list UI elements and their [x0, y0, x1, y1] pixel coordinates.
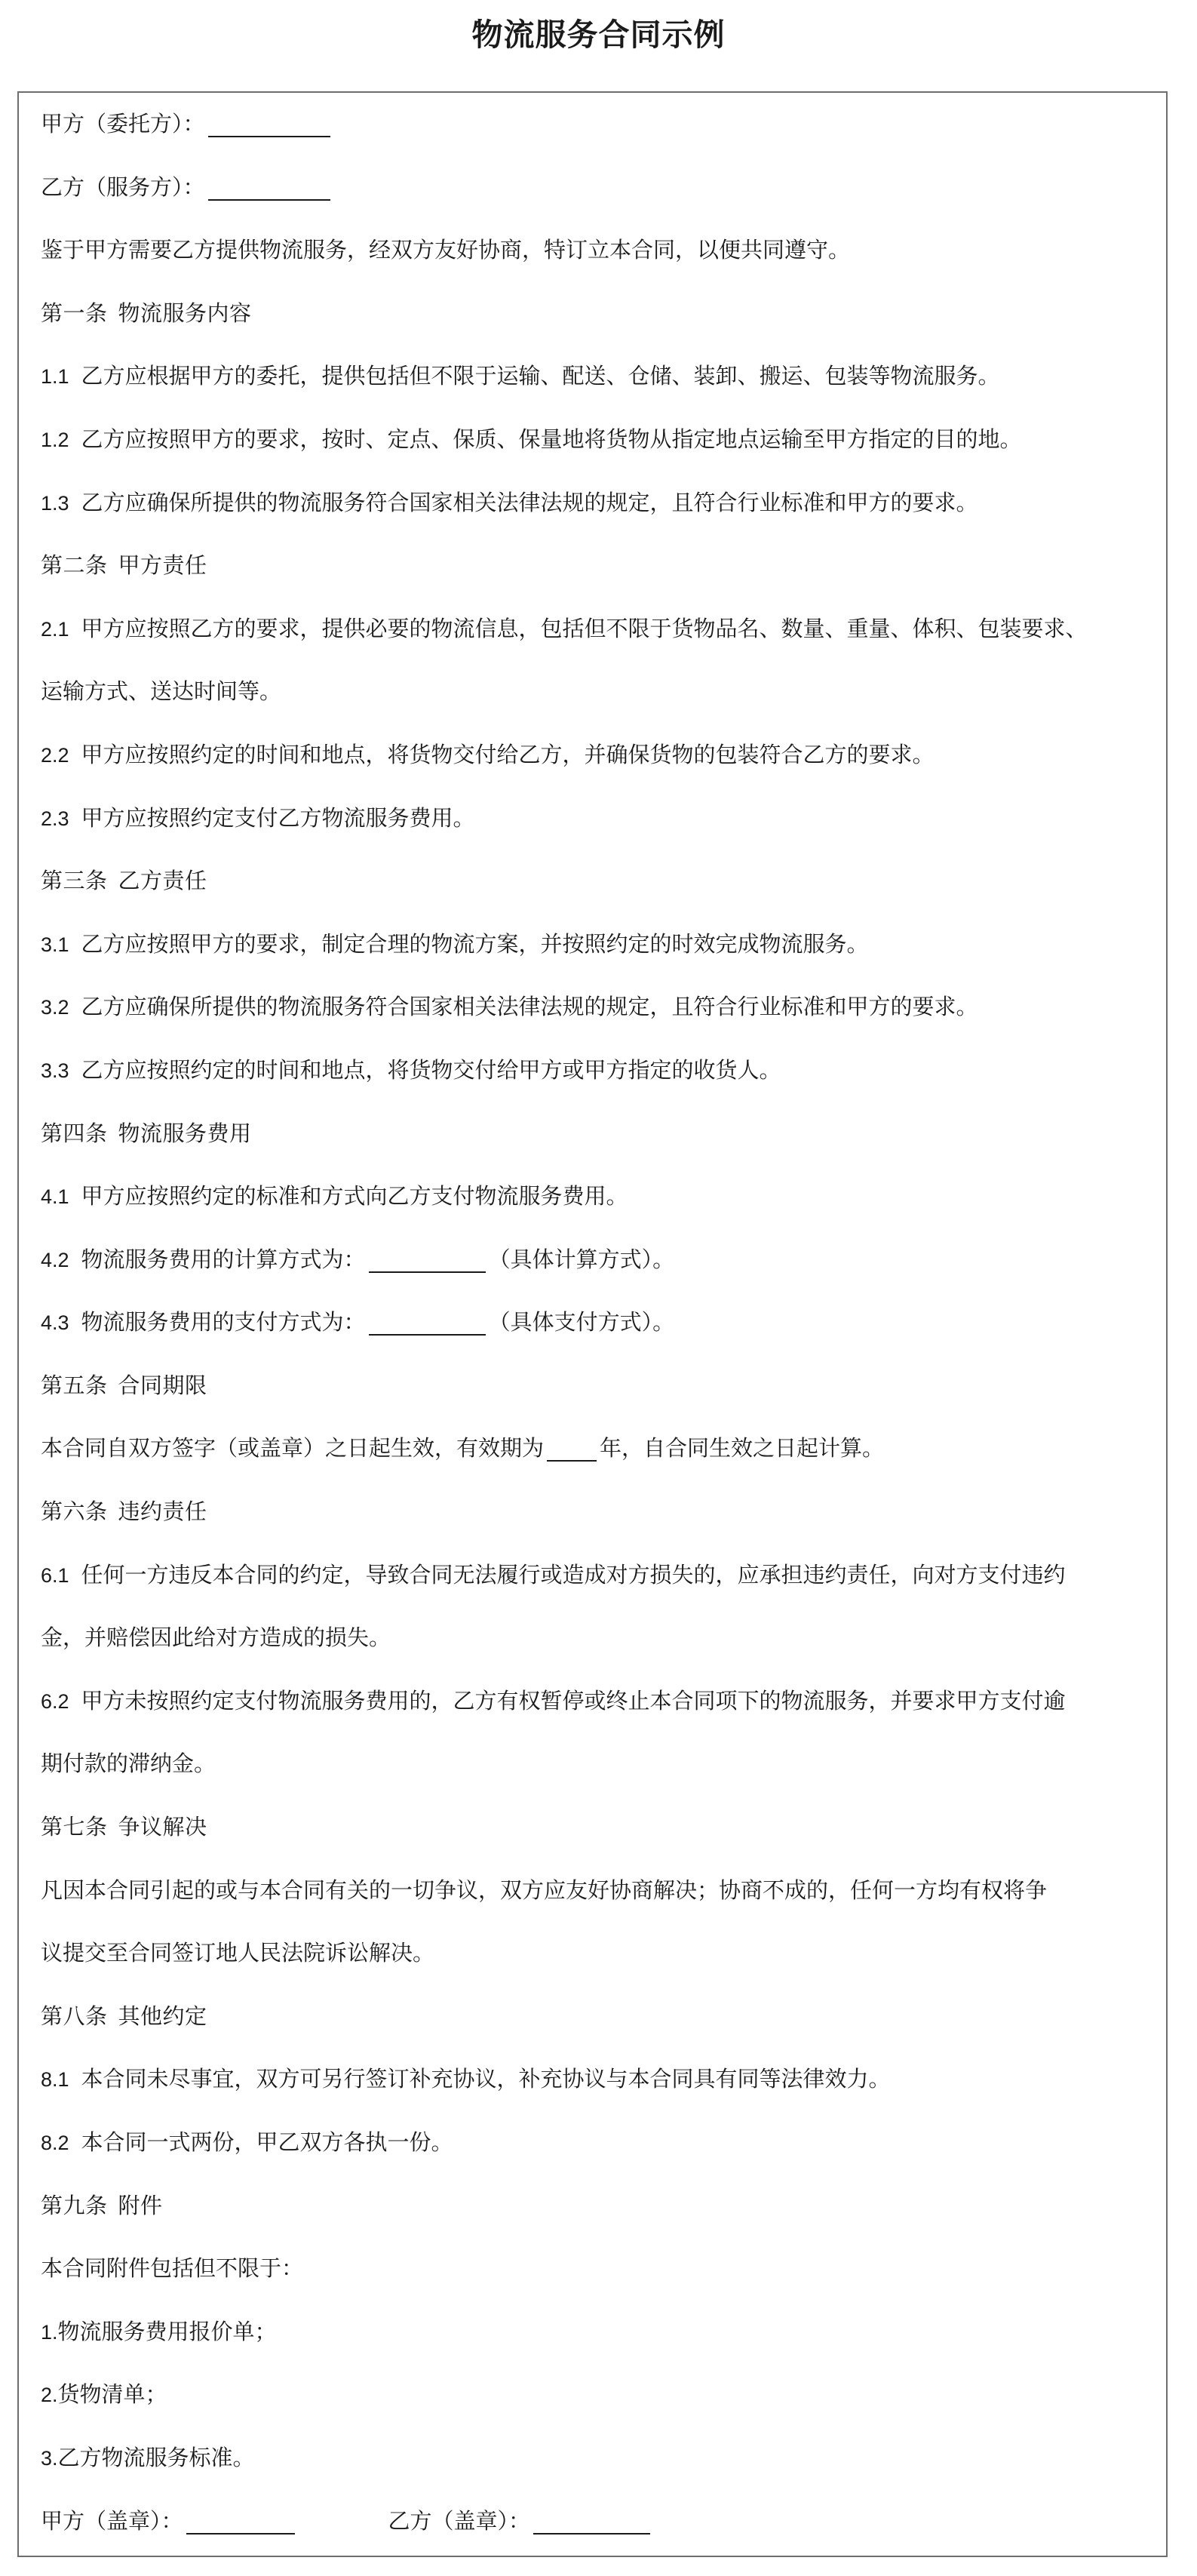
signature-line: [41, 2500, 1157, 2563]
party-a-label: 甲方（委托方）：: [41, 111, 205, 137]
clause-2-2: [41, 733, 1157, 797]
article-7-number: 第七条: [41, 1814, 108, 1840]
article-4-title: 物流服务费用: [118, 1120, 252, 1146]
attachment-item-3-text: 乙方物流服务标准。: [57, 2444, 255, 2470]
clause-1-3-number: 1.3: [41, 491, 69, 515]
clause-4-1-number: 4.1: [41, 1185, 69, 1209]
article-3-heading: [41, 859, 1157, 923]
article-2-number: 第二条: [41, 552, 108, 579]
article-8-heading: [41, 1995, 1157, 2058]
article-1-number: 第一条: [41, 300, 108, 326]
clause-6-2-number: 6.2: [41, 1689, 69, 1713]
validity-years-blank[interactable]: [547, 1433, 597, 1462]
party-a-seal-blank[interactable]: [186, 2506, 295, 2535]
clause-8-2: [41, 2121, 1157, 2184]
article-5-heading: [41, 1364, 1157, 1428]
clause-1-2: [41, 418, 1157, 481]
clause-2-1-continued: 运输方式、送达时间等。: [41, 678, 282, 705]
clause-2-2-text: 甲方应按照约定的时间和地点，将货物交付给乙方，并确保货物的包装符合乙方的要求。: [81, 741, 935, 767]
attachment-item-1-text: 物流服务费用报价单；: [57, 2318, 277, 2344]
clause-3-2-number: 3.2: [41, 996, 69, 1019]
article-1-title: 物流服务内容: [118, 300, 252, 326]
attachment-item-2: [41, 2373, 1157, 2436]
article-3-number: 第三条: [41, 868, 108, 894]
clause-4-2-text-after: （具体计算方式）。: [488, 1246, 675, 1272]
article-5-title: 合同期限: [118, 1372, 207, 1398]
article-9-number: 第九条: [41, 2192, 108, 2218]
party-b-seal-label: 乙方（盖章）：: [388, 2507, 531, 2534]
clause-8-1-number: 8.1: [41, 2068, 69, 2092]
clause-3-3-number: 3.3: [41, 1059, 69, 1082]
clause-3-1-number: 3.1: [41, 933, 69, 956]
clause-1-3-text: 乙方应确保所提供的物流服务符合国家相关法律法规的规定，且符合行业标准和甲方的要求。: [81, 489, 978, 515]
clause-6-1-text: 任何一方违反本合同的约定，导致合同无法履行或造成对方损失的，应承担违约责任，向对方支付违约: [81, 1561, 1066, 1588]
attachment-intro: 本合同附件包括但不限于：: [41, 2255, 304, 2282]
clause-1-2-text: 乙方应按照甲方的要求，按时、定点、保质、保量地将货物从指定地点运输至甲方指定的目的地。: [81, 426, 1022, 452]
clause-2-2-number: 2.2: [41, 743, 69, 767]
article-5-text-after: 年，自合同生效之日起计算。: [600, 1435, 885, 1462]
clause-2-3-number: 2.3: [41, 807, 69, 830]
attachment-item-1-number: 1.: [41, 2320, 58, 2344]
clause-6-2-text: 甲方未按照约定支付物流服务费用的，乙方有权暂停或终止本合同项下的物流服务，并要求甲方支付逾: [81, 1687, 1066, 1714]
calculation-method-blank[interactable]: [369, 1244, 486, 1273]
attachment-item-3: [41, 2436, 1157, 2500]
article-1-heading: [41, 292, 1157, 355]
party-a-seal-label: 甲方（盖章）：: [41, 2507, 183, 2534]
article-5-number: 第五条: [41, 1372, 108, 1398]
clause-6-1-continued: 金，并赔偿因此给对方造成的损失。: [41, 1625, 391, 1651]
article-2-heading: [41, 544, 1157, 607]
clause-4-1-text: 甲方应按照约定的标准和方式向乙方支付物流服务费用。: [81, 1183, 628, 1210]
clause-4-3-number: 4.3: [41, 1311, 69, 1335]
article-7-heading: [41, 1806, 1157, 1869]
clause-8-1-text: 本合同未尽事宜，双方可另行签订补充协议，补充协议与本合同具有同等法律效力。: [81, 2066, 891, 2092]
clause-2-1-number: 2.1: [41, 617, 69, 641]
clause-1-1-text: 乙方应根据甲方的委托，提供包括但不限于运输、配送、仓储、装卸、搬运、包装等物流服务。: [81, 363, 1000, 389]
article-6-title: 违约责任: [118, 1499, 207, 1525]
clause-6-1-number: 6.1: [41, 1563, 69, 1587]
clause-1-1-number: 1.1: [41, 365, 69, 389]
clause-6-2-continued: 期付款的滞纳金。: [41, 1751, 216, 1777]
article-7-title: 争议解决: [118, 1814, 207, 1840]
attachment-item-2-number: 2.: [41, 2384, 58, 2407]
clause-6-1: [41, 1554, 1157, 1617]
article-8-title: 其他约定: [118, 2003, 207, 2029]
clause-3-2: [41, 985, 1157, 1049]
party-a-line: [41, 103, 1157, 166]
party-b-line: [41, 166, 1157, 229]
document-title: 物流服务合同示例: [471, 17, 726, 53]
clause-4-3-text-after: （具体支付方式）。: [488, 1309, 675, 1336]
article-4-heading: [41, 1112, 1157, 1176]
article-6-heading: [41, 1490, 1157, 1554]
contract-body: [41, 103, 1157, 2562]
article-8-number: 第八条: [41, 2003, 108, 2029]
clause-3-3-text: 乙方应按照约定的时间和地点，将货物交付给甲方或甲方指定的收货人。: [81, 1056, 781, 1083]
article-3-title: 乙方责任: [118, 868, 207, 894]
party-b-seal-blank[interactable]: [533, 2506, 650, 2535]
clause-1-1: [41, 355, 1157, 418]
clause-4-3: [41, 1301, 1157, 1364]
clause-2-1-text: 甲方应按照乙方的要求，提供必要的物流信息，包括但不限于货物品名、数量、重量、体积、包装要求、: [81, 615, 1088, 641]
clause-6-2: [41, 1680, 1157, 1743]
article-7-text-continued: 议提交至合同签订地人民法院诉讼解决。: [41, 1940, 435, 1966]
clause-8-1: [41, 2058, 1157, 2121]
preamble: 鉴于甲方需要乙方提供物流服务，经双方友好协商，特订立本合同，以便共同遵守。: [41, 237, 851, 263]
article-2-title: 甲方责任: [118, 552, 207, 579]
attachment-item-3-number: 3.: [41, 2446, 58, 2470]
party-b-blank[interactable]: [208, 172, 330, 201]
party-a-blank[interactable]: [208, 109, 330, 137]
clause-2-3: [41, 797, 1157, 860]
clause-2-1: [41, 607, 1157, 671]
clause-4-1: [41, 1175, 1157, 1238]
clause-1-3: [41, 481, 1157, 545]
clause-8-2-text: 本合同一式两份，甲乙双方各执一份。: [81, 2129, 453, 2155]
attachment-item-1: [41, 2310, 1157, 2374]
clause-4-3-text: 物流服务费用的支付方式为：: [81, 1309, 366, 1336]
clause-8-2-number: 8.2: [41, 2132, 69, 2154]
clause-3-3: [41, 1049, 1157, 1112]
article-9-heading: [41, 2184, 1157, 2248]
attachment-item-2-text: 货物清单；: [57, 2381, 167, 2408]
clause-2-3-text: 甲方应按照约定支付乙方物流服务费用。: [81, 804, 475, 831]
party-b-label: 乙方（服务方）：: [41, 174, 205, 200]
article-9-title: 附件: [118, 2192, 163, 2218]
article-5-text: [41, 1427, 1157, 1490]
clause-4-2: [41, 1238, 1157, 1302]
clause-3-1-text: 乙方应按照甲方的要求，制定合理的物流方案，并按照约定的时效完成物流服务。: [81, 930, 869, 957]
clause-1-2-number: 1.2: [41, 428, 69, 451]
clause-3-2-text: 乙方应确保所提供的物流服务符合国家相关法律法规的规定，且符合行业标准和甲方的要求。: [81, 994, 978, 1020]
clause-3-1: [41, 923, 1157, 986]
article-7-text: 凡因本合同引起的或与本合同有关的一切争议，双方应友好协商解决；协商不成的，任何一方均有权将争: [41, 1877, 1048, 1903]
clause-4-2-text: 物流服务费用的计算方式为：: [81, 1246, 366, 1272]
clause-4-2-number: 4.2: [41, 1248, 69, 1271]
article-5-text-before: 本合同自双方签字（或盖章）之日起生效，有效期为: [41, 1435, 545, 1462]
article-6-number: 第六条: [41, 1499, 108, 1525]
payment-method-blank[interactable]: [369, 1307, 486, 1336]
article-4-number: 第四条: [41, 1120, 108, 1146]
